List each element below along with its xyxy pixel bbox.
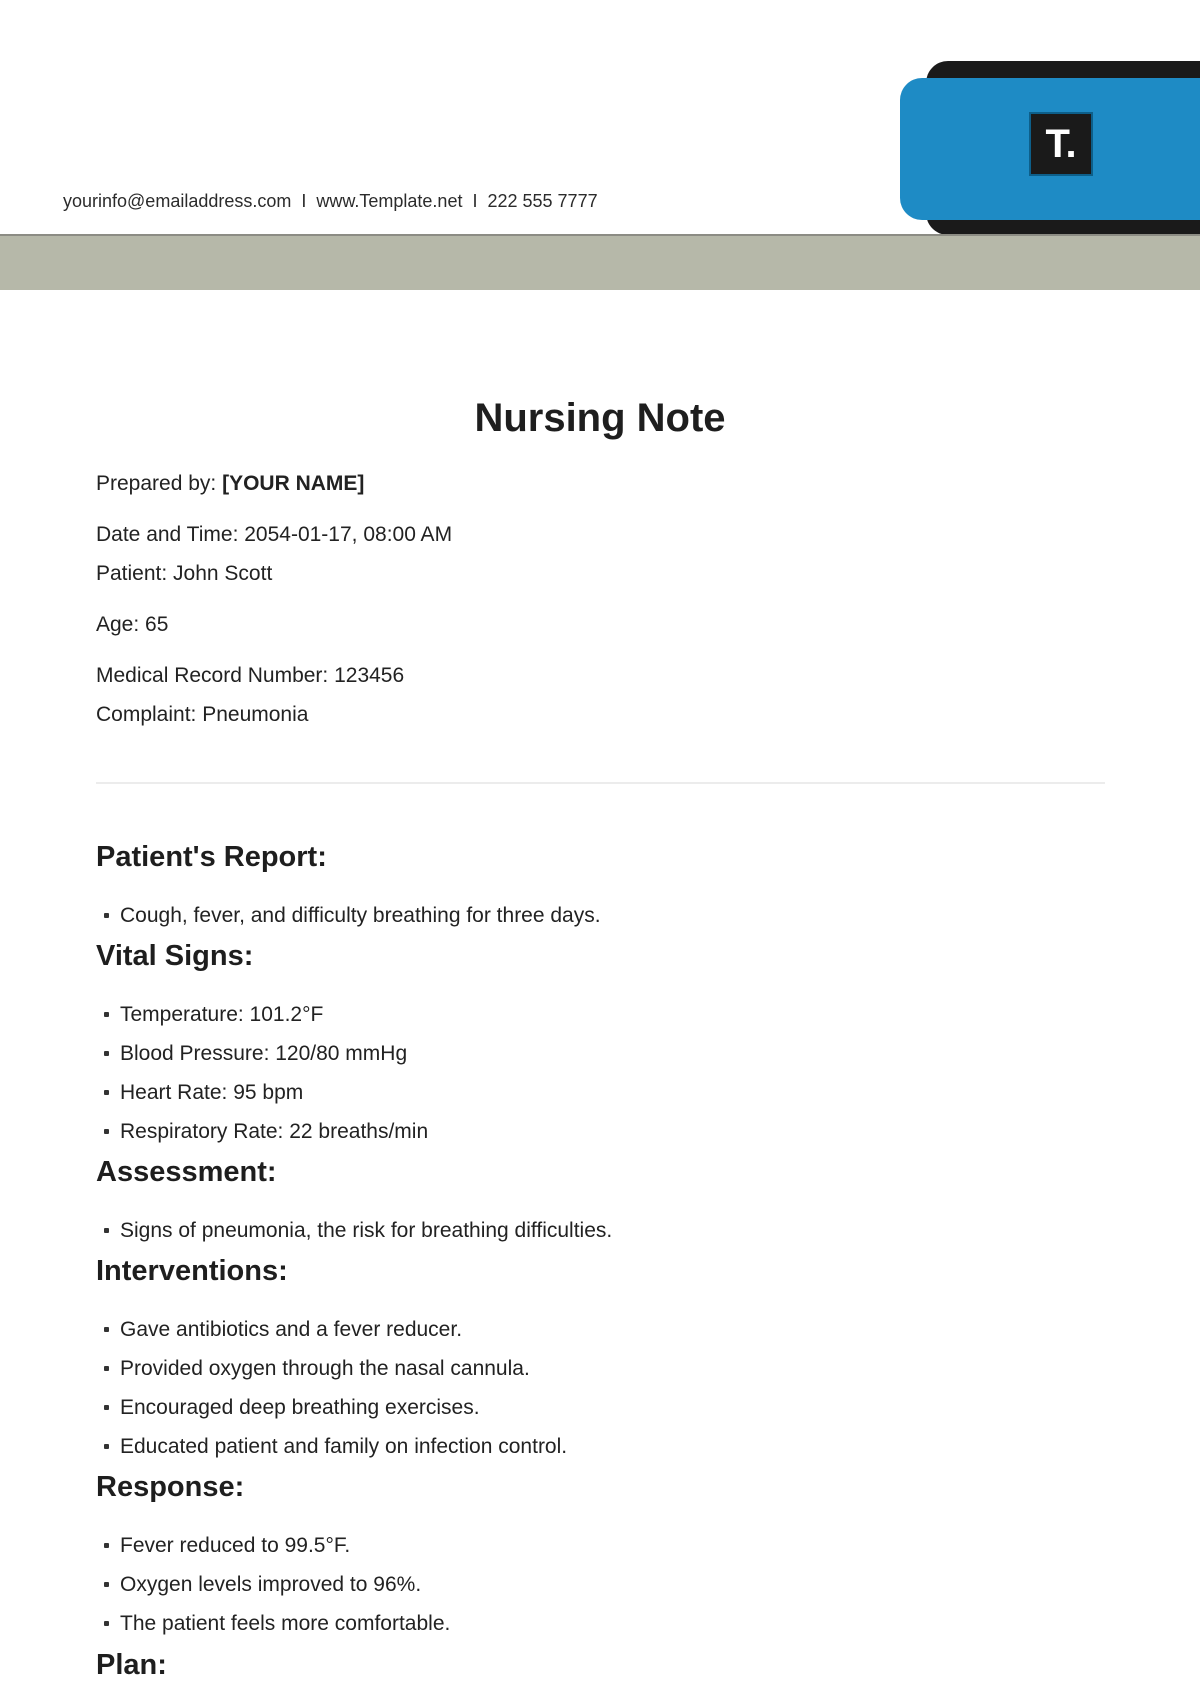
- bullet-list: [96, 1211, 1106, 1250]
- bullet-icon: [104, 1228, 109, 1233]
- list-item: [96, 995, 1106, 1034]
- section-heading: Patient's Report:: [96, 841, 327, 873]
- complaint: Complaint: Pneumonia: [96, 703, 309, 726]
- list-item-text: Cough, fever, and difficulty breathing for three days.: [120, 904, 601, 927]
- bullet-icon: [104, 1090, 109, 1095]
- medical-record-number: Medical Record Number: 123456: [96, 664, 405, 687]
- list-item: [96, 1526, 1106, 1565]
- contact-website: www.Template.net: [316, 191, 463, 211]
- date-time: Date and Time: 2054-01-17, 08:00 AM: [96, 523, 453, 546]
- section-vital-signs: [96, 939, 1106, 1151]
- section-interventions: [96, 1254, 1106, 1466]
- list-item-text: Temperature: 101.2°F: [120, 1003, 324, 1026]
- list-item-text: Educated patient and family on infection control.: [120, 1435, 568, 1458]
- bullet-icon: [104, 1621, 109, 1626]
- list-item-text: Respiratory Rate: 22 breaths/min: [120, 1120, 429, 1143]
- list-item-text: Blood Pressure: 120/80 mmHg: [120, 1042, 408, 1065]
- bullet-icon: [104, 1543, 109, 1548]
- bullet-icon: [104, 1129, 109, 1134]
- bullet-icon: [104, 1582, 109, 1587]
- list-item-text: Signs of pneumonia, the risk for breathing difficulties.: [120, 1219, 613, 1242]
- list-item: [96, 1427, 1106, 1466]
- bullet-list: [96, 1310, 1106, 1466]
- section-heading: Assessment:: [96, 1156, 277, 1188]
- list-item: [96, 1310, 1106, 1349]
- list-item-text: Encouraged deep breathing exercises.: [120, 1396, 480, 1419]
- list-item-text: Fever reduced to 99.5°F.: [120, 1534, 351, 1557]
- bullet-icon: [104, 1444, 109, 1449]
- list-item-text: Oxygen levels improved to 96%.: [120, 1573, 422, 1596]
- bullet-icon: [104, 1405, 109, 1410]
- section-response: [96, 1470, 1106, 1643]
- list-item: [96, 1112, 1106, 1151]
- section-patients-report: [96, 840, 1106, 935]
- bullet-icon: [104, 1051, 109, 1056]
- bullet-icon: [104, 913, 109, 918]
- header-band: [0, 236, 1200, 290]
- bullet-icon: [104, 1327, 109, 1332]
- bullet-list: [96, 896, 1106, 935]
- contact-line: [63, 191, 598, 212]
- prepared-by-label: Prepared by:: [96, 472, 223, 495]
- list-item: [96, 1604, 1106, 1643]
- prepared-by-value: [YOUR NAME]: [222, 472, 365, 495]
- list-item-text: Heart Rate: 95 bpm: [120, 1081, 304, 1104]
- section-assessment: [96, 1155, 1106, 1250]
- patient-name: Patient: John Scott: [96, 562, 273, 585]
- page-title: Nursing Note: [474, 396, 726, 440]
- list-item-text: The patient feels more comfortable.: [120, 1612, 451, 1635]
- prepared-by: [96, 472, 364, 496]
- section-heading: Plan:: [96, 1649, 167, 1681]
- patient-age: Age: 65: [96, 613, 169, 636]
- bullet-icon: [104, 1012, 109, 1017]
- list-item: [96, 896, 1106, 935]
- section-plan: [96, 1648, 1106, 1682]
- logo-icon: T.: [1029, 112, 1093, 176]
- list-item: [96, 1073, 1106, 1112]
- section-heading: Vital Signs:: [96, 940, 254, 972]
- list-item-text: Provided oxygen through the nasal cannula.: [120, 1357, 530, 1380]
- section-heading: Interventions:: [96, 1255, 288, 1287]
- list-item: [96, 1565, 1106, 1604]
- bullet-icon: [104, 1366, 109, 1371]
- contact-phone: 222 555 7777: [487, 191, 598, 211]
- list-item: [96, 1034, 1106, 1073]
- list-item: [96, 1388, 1106, 1427]
- section-heading: Response:: [96, 1471, 245, 1503]
- bullet-list: [96, 995, 1106, 1151]
- bullet-list: [96, 1526, 1106, 1643]
- contact-separator: I: [472, 191, 478, 211]
- list-item: [96, 1211, 1106, 1250]
- list-item-text: Gave antibiotics and a fever reducer.: [120, 1318, 463, 1341]
- section-divider: [96, 782, 1105, 784]
- contact-separator: I: [301, 191, 307, 211]
- contact-email: yourinfo@emailaddress.com: [63, 191, 292, 211]
- list-item: [96, 1349, 1106, 1388]
